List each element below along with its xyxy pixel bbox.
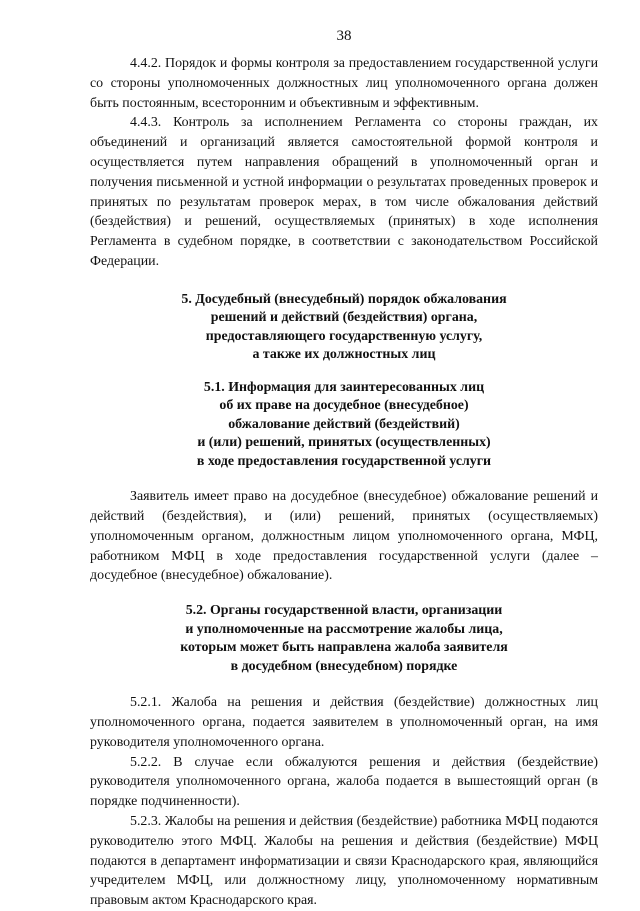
heading-line: и уполномоченные на рассмотрение жалобы лица,	[185, 621, 503, 637]
document-page	[90, 0, 598, 911]
heading-line: предоставляющего государственную услугу,	[205, 328, 483, 344]
paragraph-5-2-2: 5.2.2. В случае если обжалуются решения и действия (бездействие) руководителя уполномоченного органа, жалоба подается в вышестоящий орган (в порядке подчиненности).	[90, 754, 598, 810]
paragraph-5-2-1: 5.2.1. Жалоба на решения и действия (бездействие) должностных лиц уполномоченного органа, подается заявителем в уполномоченный орган, на имя руководителя уполномоченного органа.	[90, 695, 598, 750]
paragraph-5-2-3: 5.2.3. Жалобы на решения и действия (бездействие) работника МФЦ подаются руководителю этого МФЦ. Жалобы на решения и действия (бездействие) МФЦ подаются в департамент информатизации и связи Краснодарского края, являющийся учредителем МФЦ, или должностному лицу, уполномоченному нормативным правовым актом Краснодарского края.	[90, 814, 598, 909]
section-5-heading	[90, 291, 598, 365]
heading-line: в ходе предоставления государственной услуги	[196, 453, 492, 469]
section-5-1-heading	[90, 379, 598, 472]
heading-line: и (или) решений, принятых (осуществленных)	[197, 435, 491, 451]
paragraph-4-4-2: 4.4.2. Порядок и формы контроля за предоставлением государственной услуги со стороны уполномоченных должностных лиц уполномоченного органа должен быть постоянным, всесторонним и объективным и эффективным.	[90, 56, 598, 111]
heading-line: обжалование действий (бездействий)	[228, 416, 460, 432]
heading-line: в досудебном (внесудебном) порядке	[230, 658, 458, 674]
heading-line: которым может быть направлена жалоба заявителя	[180, 640, 508, 656]
heading-line: об их праве на досудебное (внесудебное)	[219, 398, 469, 414]
heading-line: 5.1. Информация для заинтересованных лиц	[203, 379, 485, 395]
section-5-2-heading	[90, 602, 598, 676]
paragraph-4-4-3: 4.4.3. Контроль за исполнением Регламента со стороны граждан, их объединений и организаций является самостоятельной формой контроля и осуществляется путем направления обращений в уполномоченный орган и получения письменной и устной информации о результатах проведенных проверок и принятых по результатам проверок мерах, в том числе обжалования действий (бездействия) и решений, осуществляемых (принятых) в ходе исполнения Регламента в судебном порядке, в соответствии с законодательством Российской Федерации.	[90, 115, 598, 269]
heading-line: решений и действий (бездействия) органа,	[210, 310, 478, 326]
heading-line: 5. Досудебный (внесудебный) порядок обжалования	[181, 291, 507, 307]
heading-line: а также их должностных лиц	[252, 347, 436, 363]
page-number: 38	[336, 28, 352, 44]
paragraph-5-1: Заявитель имеет право на досудебное (внесудебное) обжалование решений и действий (бездействия), и (или) решений, принятых (осуществляемых) уполномоченным органом, должностным лицом уполномоченного органа, МФЦ, работником МФЦ в ходе предоставления государственной услуги (далее – досудебное (внесудебное) обжалование).	[90, 489, 598, 584]
heading-line: 5.2. Органы государственной власти, организации	[185, 603, 503, 619]
